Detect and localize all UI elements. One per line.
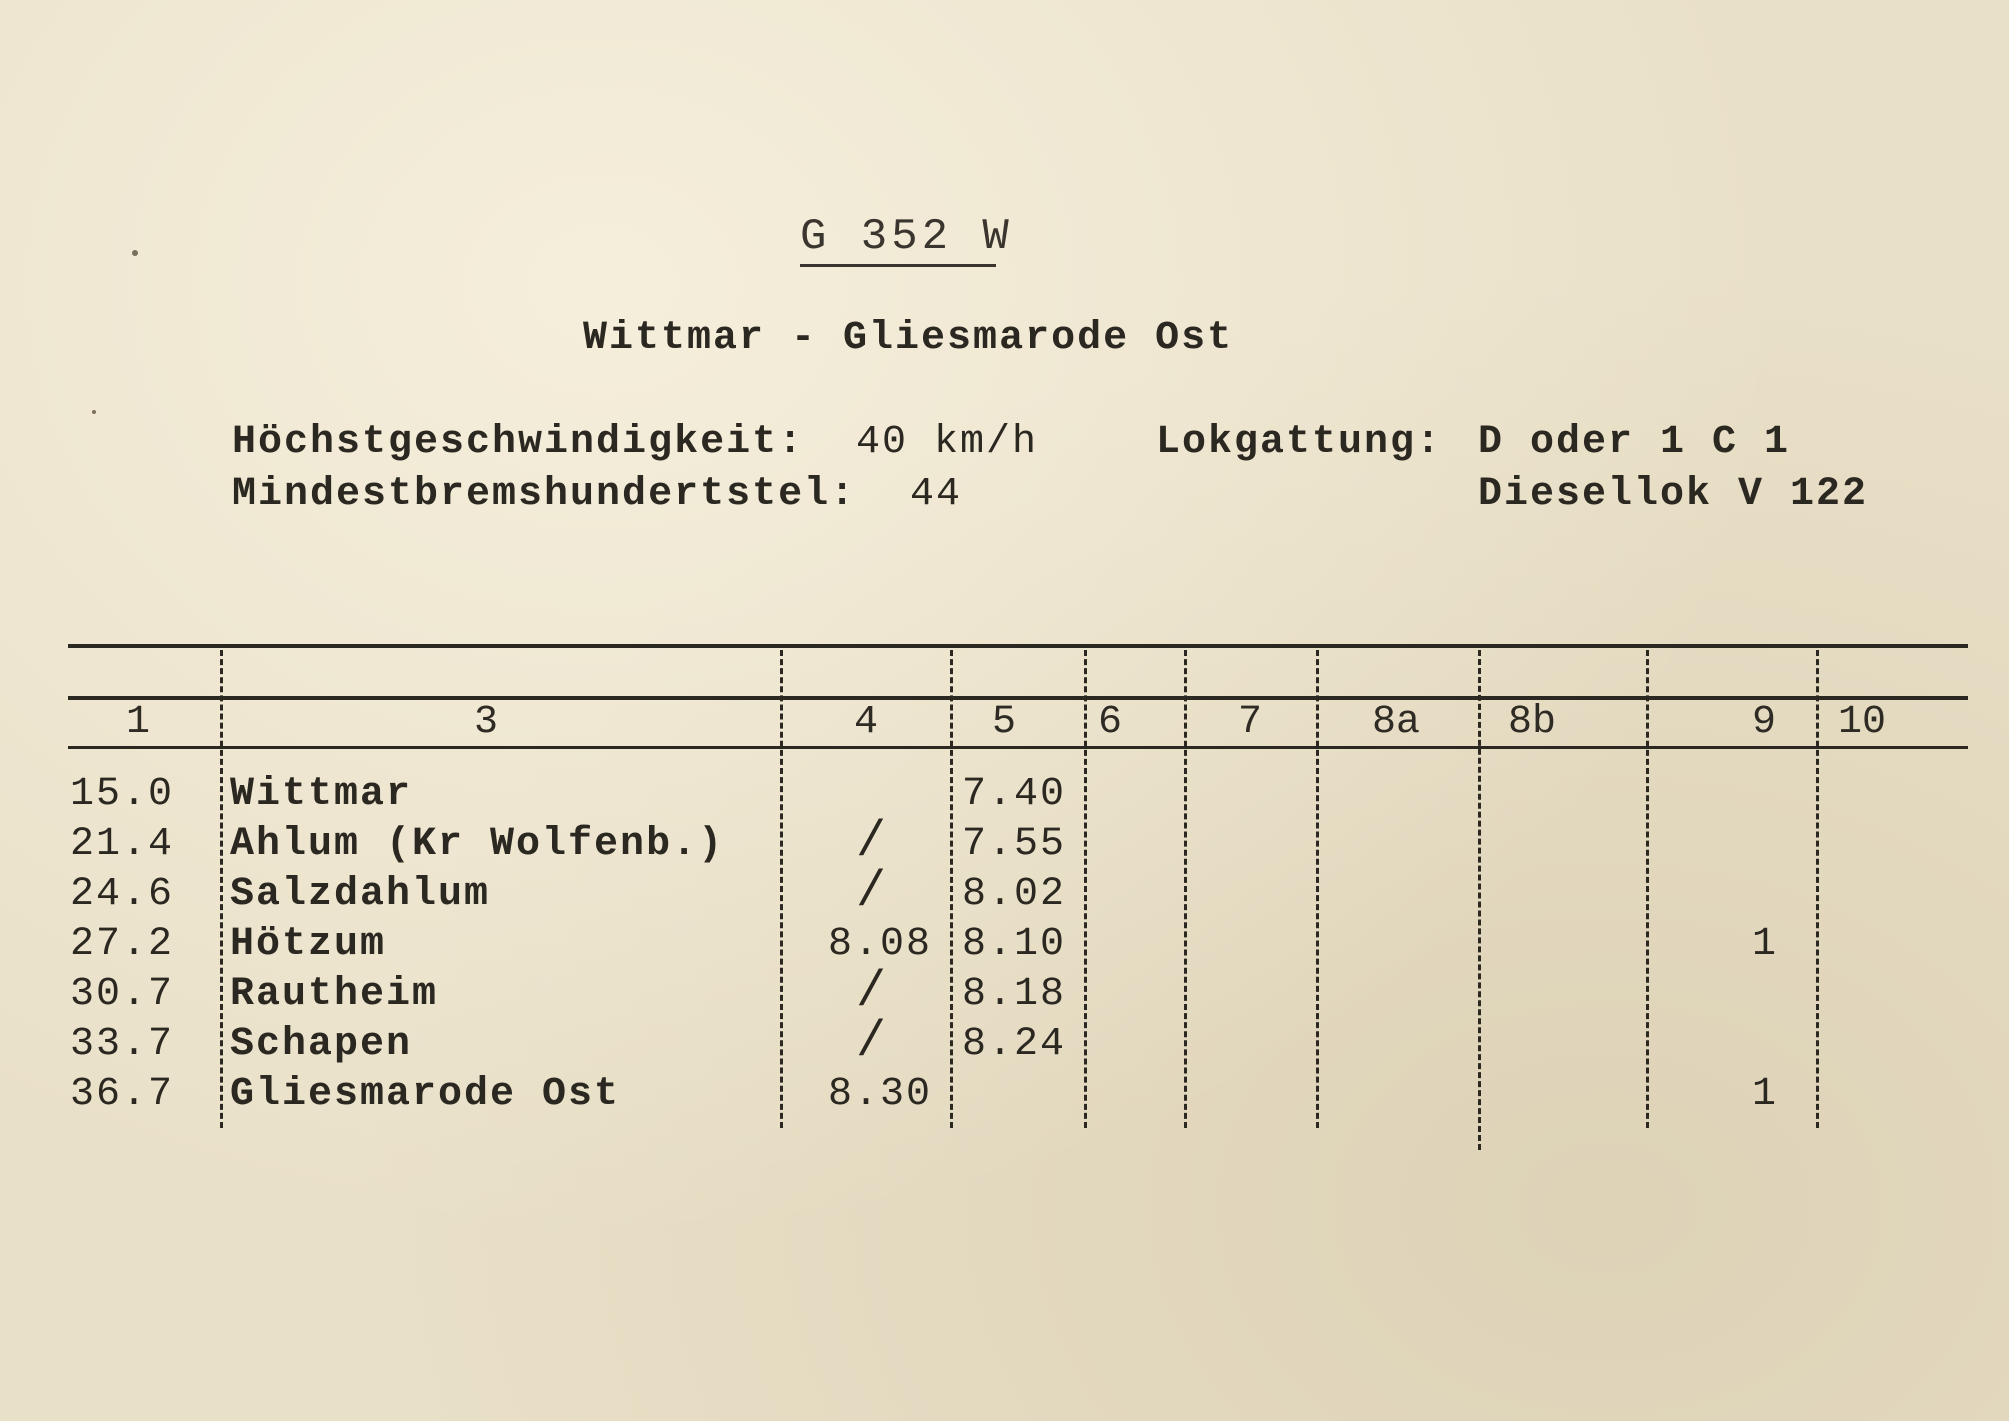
loco-label: Lokgattung: [1156, 420, 1443, 465]
row-dep: 7.40 [962, 772, 1067, 817]
row-dep: 8.24 [962, 1022, 1067, 1067]
row-station: Rautheim [230, 972, 439, 1017]
col-header-9: 9 [1752, 700, 1777, 745]
col-header-4: 4 [854, 700, 879, 745]
row-pass-mark: / [856, 864, 887, 921]
row-station: Hötzum [230, 922, 387, 967]
row-km: 30.7 [70, 972, 175, 1017]
loco-value: D oder 1 C 1 [1478, 420, 1791, 465]
col-header-8a: 8a [1372, 700, 1421, 745]
route-title: Wittmar - Gliesmarode Ost [583, 316, 1234, 361]
col-header-7: 7 [1238, 700, 1263, 745]
header-top-rule [68, 696, 1968, 700]
title-underline [800, 264, 996, 267]
paper-speck [92, 410, 96, 414]
col-header-5: 5 [992, 700, 1017, 745]
row-pass-mark: / [856, 1014, 887, 1071]
row-pass-mark: / [856, 964, 887, 1021]
col-divider-6 [1184, 650, 1187, 1128]
row-km: 27.2 [70, 922, 175, 967]
row-station: Ahlum (Kr Wolfenb.) [230, 822, 725, 867]
row-km: 36.7 [70, 1072, 175, 1117]
row-dep: 7.55 [962, 822, 1067, 867]
max-speed-value: 40 km/h [856, 420, 1039, 465]
row-km: 24.6 [70, 872, 175, 917]
min-brake-value: 44 [910, 472, 963, 517]
row-station: Salzdahlum [230, 872, 491, 917]
table-top-rule [68, 644, 1968, 648]
row-km: 15.0 [70, 772, 175, 817]
col-divider-8a [1478, 650, 1481, 1150]
row-station: Schapen [230, 1022, 413, 1067]
col-divider-8b [1646, 650, 1649, 1128]
row-km: 33.7 [70, 1022, 175, 1067]
col-divider-9 [1816, 650, 1819, 1128]
max-speed-label: Höchstgeschwindigkeit: [232, 420, 805, 465]
loco-value-2: Diesellok V 122 [1478, 472, 1869, 517]
col-header-8b: 8b [1508, 700, 1557, 745]
row-arr: 8.08 [828, 922, 933, 967]
min-brake-label: Mindestbremshundertstel: [232, 472, 857, 517]
col-header-10: 10 [1838, 700, 1887, 745]
col-divider-4 [950, 650, 953, 1128]
col-divider-5 [1084, 650, 1087, 1128]
row-col9: 1 [1752, 922, 1779, 967]
col-divider-7 [1316, 650, 1319, 1128]
row-km: 21.4 [70, 822, 175, 867]
paper-speck [132, 250, 138, 256]
row-station: Gliesmarode Ost [230, 1072, 621, 1117]
col-header-6: 6 [1098, 700, 1123, 745]
row-arr: 8.30 [828, 1072, 933, 1117]
row-dep: 8.02 [962, 872, 1067, 917]
row-dep: 8.18 [962, 972, 1067, 1017]
col-divider-3 [780, 650, 783, 1128]
row-pass-mark: / [856, 814, 887, 871]
col-header-1: 1 [126, 700, 151, 745]
row-dep: 8.10 [962, 922, 1067, 967]
row-station: Wittmar [230, 772, 413, 817]
col-header-3: 3 [474, 700, 499, 745]
col-divider-1 [220, 650, 223, 1128]
train-number: G 352 W [800, 212, 1013, 262]
header-bottom-rule [68, 746, 1968, 749]
row-col9: 1 [1752, 1072, 1779, 1117]
